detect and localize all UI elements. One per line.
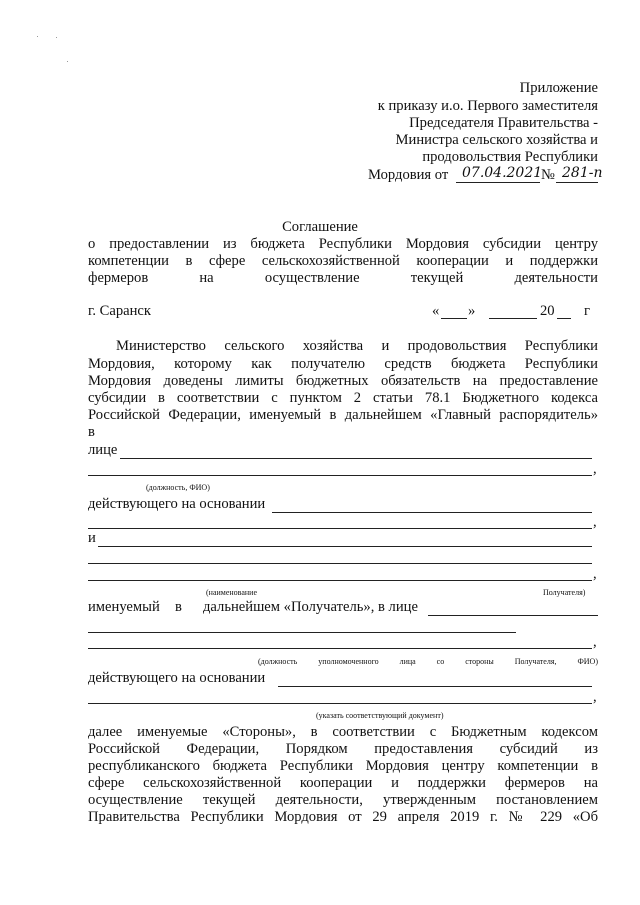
- appendix-line-5: продовольствия Республики: [422, 149, 598, 165]
- agreement-subtitle-line-1: о предоставлении из бюджета Республики Мордовия субсидии центру: [88, 236, 598, 252]
- agreement-subtitle-line-2: компетенции в сфере сельскохозяйственной кооперации и поддержки: [88, 253, 598, 269]
- acting-basis-label-2: действующего на основании: [88, 670, 266, 686]
- comma: ,: [593, 461, 597, 477]
- recipient-rep-field-line-3[interactable]: [88, 648, 592, 649]
- para2-line-1: далее именуемые «Стороны», в соответствии с Бюджетным кодексом: [88, 724, 598, 740]
- recipient-name-field-line-2[interactable]: [88, 563, 592, 564]
- para1-line-1: Министерство сельского хозяйства и продовольствия Республики: [116, 338, 598, 354]
- comma: ,: [593, 689, 597, 705]
- scan-speck: [56, 37, 57, 38]
- caption-word: со: [436, 657, 445, 666]
- year-blank: [557, 318, 571, 319]
- handwritten-date: 07.04.2021: [462, 165, 543, 181]
- recipient-rep-field-line-1[interactable]: [428, 615, 598, 616]
- appendix-line-3: Председателя Правительства -: [409, 115, 598, 131]
- caption-word: уполномоченного: [318, 657, 379, 666]
- named-word-1: именуемый: [88, 599, 160, 615]
- comma: ,: [593, 634, 597, 650]
- representative-field-line-1[interactable]: [120, 458, 592, 459]
- appendix-line-6-prefix: Мордовия от: [368, 167, 449, 183]
- year-prefix: 20: [540, 303, 555, 319]
- comma: ,: [593, 514, 597, 530]
- caption-authorized-person: [258, 657, 598, 667]
- scan-speck: [37, 36, 38, 37]
- date-quote-close: »: [468, 303, 476, 319]
- caption-word: Получателя,: [514, 657, 557, 666]
- caption-word: лица: [399, 657, 416, 666]
- caption-document: (указать соответствующий документ): [316, 711, 444, 720]
- para2-line-6: Правительства Республики Мордовия от 29 апреля 2019 г. № 229 «Об: [88, 809, 598, 825]
- acting-basis-field-line-1[interactable]: [272, 512, 592, 513]
- para1-line-2: Мордовия, которому как получателю средств бюджета Республики: [88, 356, 598, 372]
- scan-speck: [67, 61, 68, 62]
- face-label: лице: [88, 442, 118, 458]
- date-underline: [456, 182, 540, 183]
- para2-line-5: осуществление текущей деятельности, утвержденным постановлением: [88, 792, 598, 808]
- day-blank: [441, 318, 467, 319]
- named-word-2: в: [175, 599, 182, 615]
- and-label: и: [88, 530, 96, 546]
- para1-line-6: в: [88, 424, 95, 440]
- para2-line-2: Российской Федерации, Порядком предоставления субсидий из: [88, 741, 598, 757]
- acting-basis-field-line-2[interactable]: [88, 528, 592, 529]
- month-blank: [489, 318, 537, 319]
- caption-word: ФИО): [577, 657, 598, 666]
- date-quote-open: «: [432, 303, 440, 319]
- recipient-name-field-line-1[interactable]: [98, 546, 592, 547]
- appendix-line-4: Министра сельского хозяйства и: [395, 132, 598, 148]
- para1-line-5: Российской Федерации, именуемый в дальнейшем «Главный распорядитель»: [88, 407, 598, 423]
- acting-basis-2-field-line-2[interactable]: [88, 703, 592, 704]
- comma: ,: [593, 566, 597, 582]
- recipient-name-field-line-3[interactable]: [88, 580, 592, 581]
- number-sign: №: [541, 167, 555, 183]
- recipient-rep-field-line-2[interactable]: [88, 632, 516, 633]
- subtitle-word: на: [199, 270, 214, 286]
- agreement-title: Соглашение: [282, 219, 358, 235]
- caption-position-name: (должность, ФИО): [146, 483, 210, 492]
- subtitle-word: фермеров: [88, 270, 149, 286]
- acting-basis-label: действующего на основании: [88, 496, 266, 512]
- appendix-line-2: к приказу и.о. Первого заместителя: [377, 98, 598, 114]
- year-suffix: г: [584, 303, 590, 319]
- para2-line-4: сфере сельскохозяйственной кооперации и поддержки фермеров на: [88, 775, 598, 791]
- agreement-subtitle-line-3: [88, 270, 598, 287]
- subtitle-word: деятельности: [514, 270, 598, 286]
- named-word-3: дальнейшем «Получатель», в лице: [203, 599, 418, 615]
- caption-word: (должность: [258, 657, 298, 666]
- para1-line-4: субсидии в соответствии с пунктом 2 статьи 78.1 Бюджетного кодекса: [88, 390, 598, 406]
- representative-field-line-2[interactable]: [88, 475, 592, 476]
- para1-line-3: Мордовия доведены лимиты бюджетных обязательств на предоставление: [88, 373, 598, 389]
- place-city: г. Саранск: [88, 303, 151, 319]
- subtitle-word: осуществление: [264, 270, 360, 286]
- appendix-line-1: Приложение: [519, 80, 598, 96]
- para2-line-3: республиканского бюджета Республики Мордовия центру компетенции в: [88, 758, 598, 774]
- caption-word: стороны: [465, 657, 494, 666]
- handwritten-number: 281-п: [562, 165, 603, 181]
- number-underline: [556, 182, 598, 183]
- subtitle-word: текущей: [410, 270, 464, 286]
- acting-basis-2-field-line-1[interactable]: [278, 686, 592, 687]
- caption-recipient-right: Получателя): [543, 588, 586, 597]
- caption-recipient-left: (наименование: [206, 588, 258, 597]
